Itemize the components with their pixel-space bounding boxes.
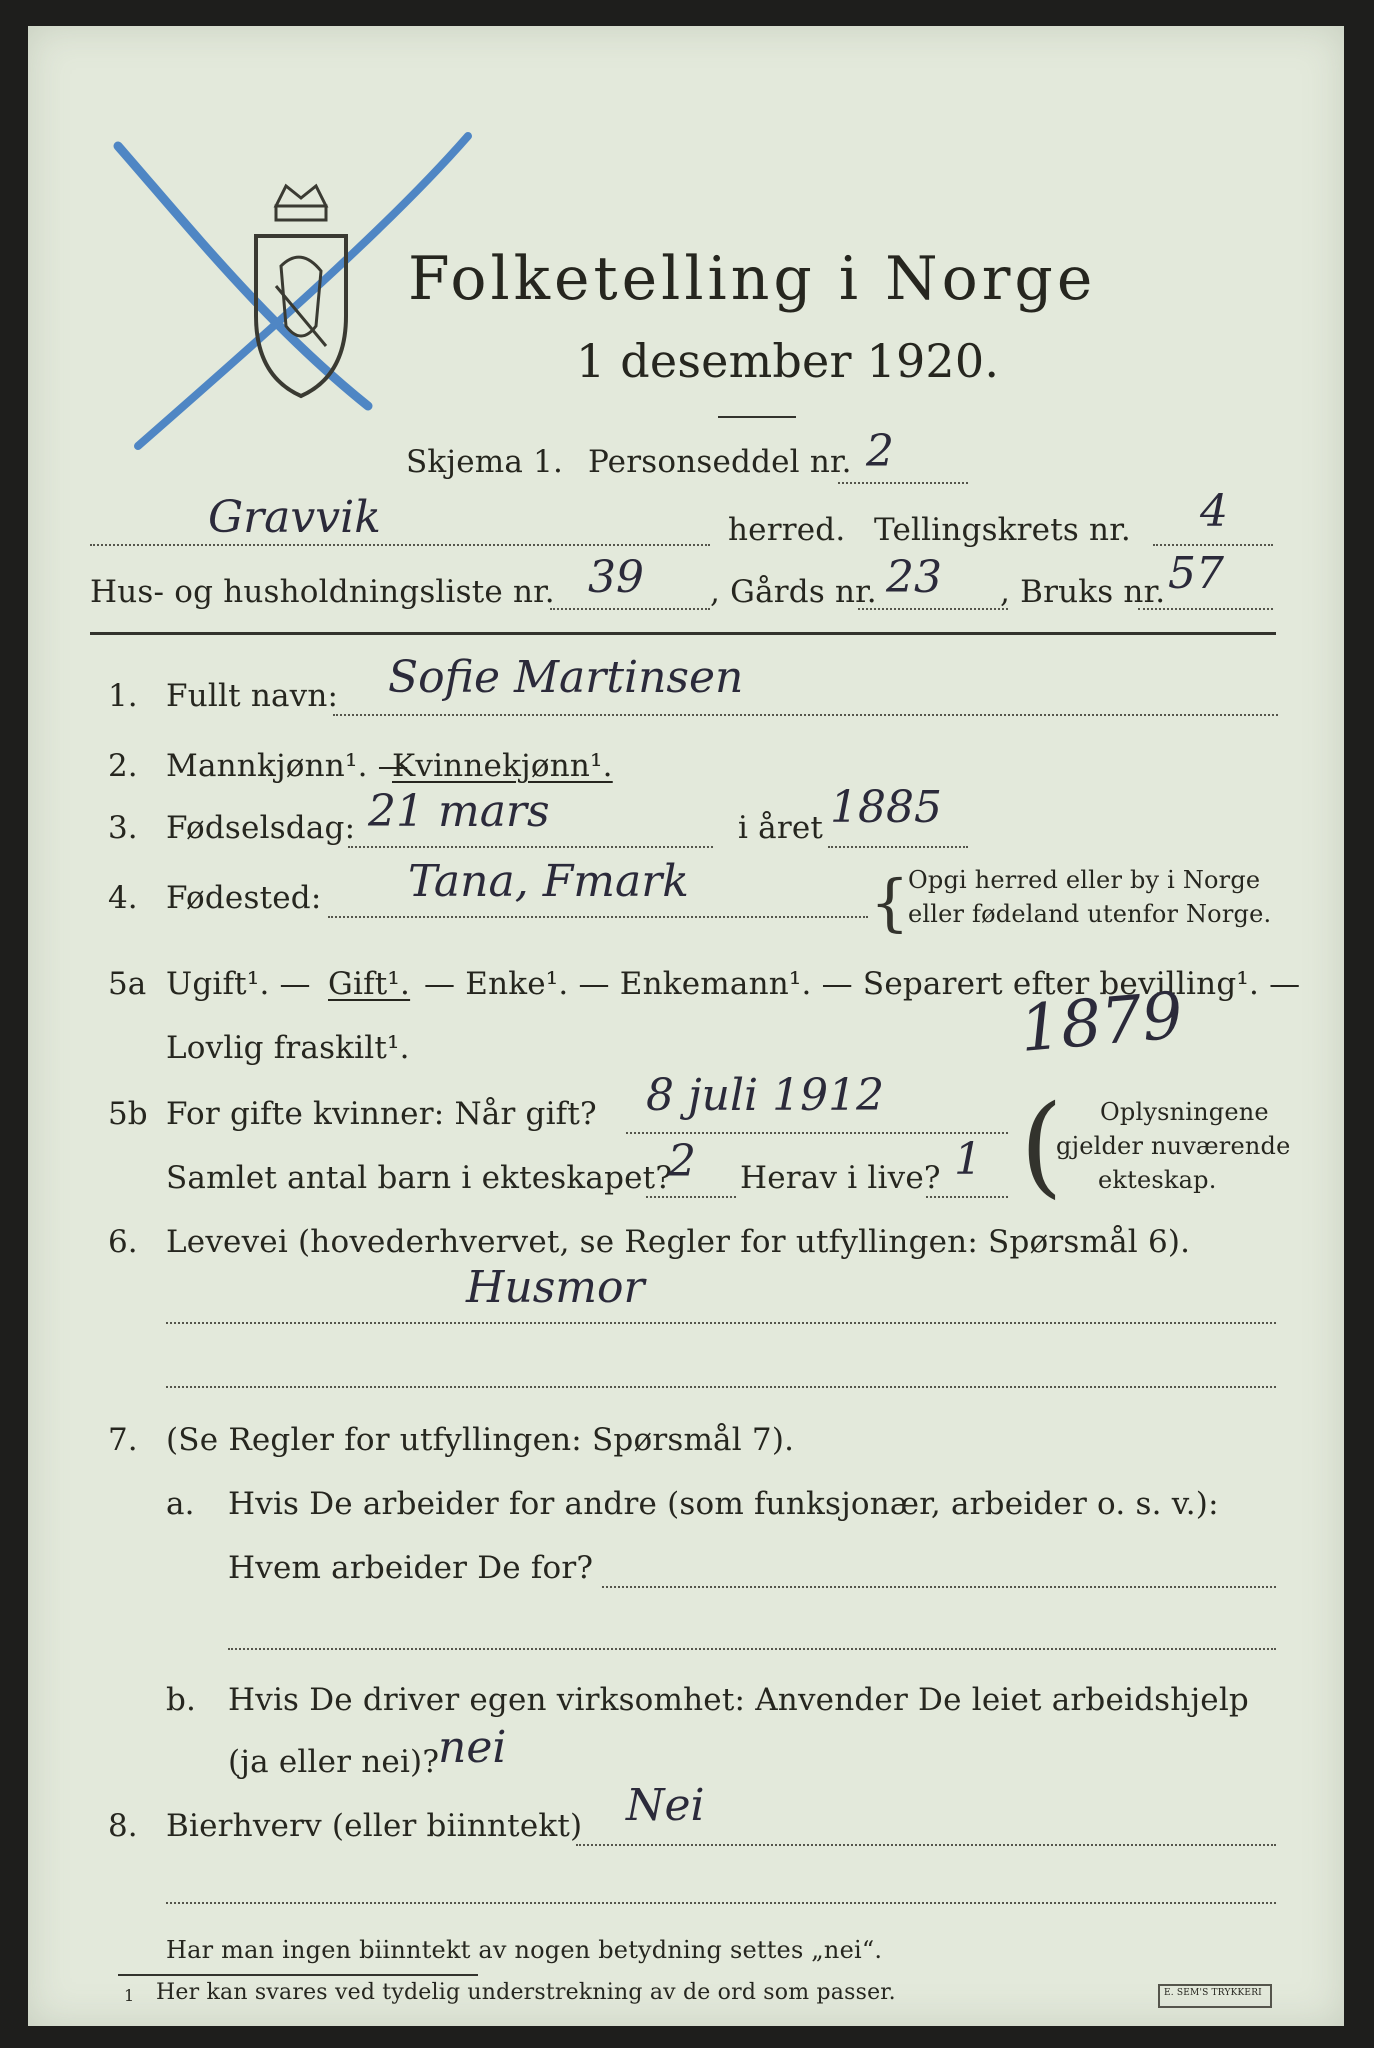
q2-male: Mannkjønn¹. — — [166, 748, 409, 784]
q5b-children-value: 2 — [668, 1136, 696, 1187]
q7a-sub: Hvem arbeider De for? — [228, 1550, 594, 1586]
q4-note-2: eller fødeland utenfor Norge. — [908, 900, 1272, 928]
q5b-note-2: gjelder nuværende — [1056, 1132, 1291, 1160]
q5b-note-1: Oplysningene — [1100, 1098, 1269, 1126]
q5a-ugift: Ugift¹. — — [166, 966, 311, 1002]
q5b-line — [626, 1132, 1008, 1134]
gards-line — [858, 608, 1008, 610]
tellingskrets-line — [1153, 544, 1273, 546]
gards-label: , Gårds nr. — [710, 574, 877, 610]
personseddel-value: 2 — [866, 426, 894, 477]
form-title: Folketelling i Norge — [408, 244, 1097, 314]
footnote-text: Her kan svares ved tydelig understrekning av de ord som passer. — [156, 1980, 896, 2005]
q4-note-1: Opgi herred eller by i Norge — [908, 866, 1261, 894]
q5b-children-line — [646, 1196, 736, 1198]
q2-female: Kvinnekjønn¹. — [392, 748, 613, 784]
q5a-margin-year: 1879 — [1017, 979, 1186, 1067]
census-form — [28, 26, 1344, 2026]
q5b-alive-value: 1 — [954, 1134, 982, 1185]
header-divider — [90, 632, 1276, 635]
q8-line-2 — [166, 1902, 1276, 1904]
q4-label: Fødested: — [166, 880, 322, 916]
footer-note: Har man ingen biinntekt av nogen betydning settes „nei“. — [166, 1936, 883, 1964]
q4-number: 4. — [108, 880, 138, 916]
tellingskrets-value: 4 — [1200, 486, 1228, 537]
skjema-label: Skjema 1. — [406, 444, 564, 480]
printer-mark — [1158, 1984, 1272, 2008]
bruks-value: 57 — [1168, 548, 1224, 599]
coat-of-arms-icon — [246, 176, 356, 406]
q6-label: Levevei (hovederhvervet, se Regler for utfyllingen: Spørsmål 6). — [166, 1224, 1191, 1260]
q8-label: Bierhverv (eller biinntekt) — [166, 1808, 583, 1844]
q5b-note-3: ekteskap. — [1098, 1166, 1217, 1194]
q4-line — [328, 916, 868, 918]
q7-label: (Se Regler for utfyllingen: Spørsmål 7). — [166, 1422, 795, 1458]
herred-value: Gravvik — [208, 492, 381, 543]
q5b-number: 5b — [108, 1096, 148, 1132]
q3-year-line — [828, 846, 968, 848]
q3-label: Fødselsdag: — [166, 810, 356, 846]
q7b-sub: (ja eller nei)? — [228, 1744, 440, 1780]
printer-label: E. SEM'S TRYKKERI — [1164, 1988, 1262, 1998]
tellingskrets-label: Tellingskrets nr. — [874, 512, 1131, 548]
q4-value: Tana, Fmark — [408, 856, 689, 907]
q2-number: 2. — [108, 748, 138, 784]
q7b-label: Hvis De driver egen virksomhet: Anvender De leiet arbeidshjelp — [228, 1682, 1249, 1718]
q7a-letter: a. — [166, 1486, 195, 1522]
q5b-label: For gifte kvinner: Når gift? — [166, 1096, 597, 1132]
herred-label: herred. — [728, 512, 846, 548]
q8-line — [576, 1844, 1276, 1846]
q7b-value: nei — [438, 1722, 507, 1773]
q1-number: 1. — [108, 678, 138, 714]
q5a-number: 5a — [108, 966, 147, 1002]
q1-label: Fullt navn: — [166, 678, 339, 714]
husliste-label: Hus- og husholdningsliste nr. — [90, 574, 555, 610]
q7a-label: Hvis De arbeider for andre (som funksjonær, arbeider o. s. v.): — [228, 1486, 1219, 1522]
q3-value: 21 mars — [368, 786, 550, 837]
q8-value: Nei — [626, 1780, 705, 1831]
q5b-alive-label: Herav i live? — [740, 1160, 941, 1196]
bruks-line — [1138, 608, 1273, 610]
form-date: 1 desember 1920. — [576, 334, 1000, 388]
title-divider — [718, 416, 796, 418]
personseddel-line — [838, 482, 968, 484]
gards-value: 23 — [886, 552, 942, 603]
q3-year-value: 1885 — [830, 782, 942, 833]
herred-line — [90, 544, 710, 546]
q5b-children-label: Samlet antal barn i ekteskapet? — [166, 1160, 673, 1196]
q5b-value: 8 juli 1912 — [646, 1070, 885, 1121]
q7a-line-1 — [602, 1586, 1276, 1588]
q5b-alive-line — [926, 1196, 1008, 1198]
q6-line-1 — [166, 1322, 1276, 1324]
q4-brace: { — [870, 866, 910, 939]
q6-value: Husmor — [466, 1262, 645, 1313]
q1-line — [333, 714, 1278, 716]
q7b-letter: b. — [166, 1682, 197, 1718]
q8-number: 8. — [108, 1808, 138, 1844]
husliste-value: 39 — [588, 552, 644, 603]
q6-number: 6. — [108, 1224, 138, 1260]
q6-line-2 — [166, 1386, 1276, 1388]
q3-line — [348, 846, 713, 848]
q3-number: 3. — [108, 810, 138, 846]
q7-number: 7. — [108, 1422, 138, 1458]
footnote-mark: 1 — [124, 1986, 135, 2005]
q5a-gift: Gift¹. — [328, 966, 411, 1002]
q1-value: Sofie Martinsen — [388, 652, 744, 703]
q5a-line-2: Lovlig fraskilt¹. — [166, 1030, 410, 1066]
bruks-label: , Bruks nr. — [1000, 574, 1166, 610]
q3-year-label: i året — [738, 810, 824, 846]
q7a-line-2 — [228, 1648, 1276, 1650]
q5a-rest: — Enke¹. — Enkemann¹. — Separert efter bevilling¹. — — [424, 966, 1301, 1002]
husliste-line — [550, 608, 710, 610]
footer-divider — [118, 1974, 478, 1976]
personseddel-label: Personseddel nr. — [588, 444, 852, 480]
q5b-bracket: ( — [1020, 1081, 1063, 1209]
